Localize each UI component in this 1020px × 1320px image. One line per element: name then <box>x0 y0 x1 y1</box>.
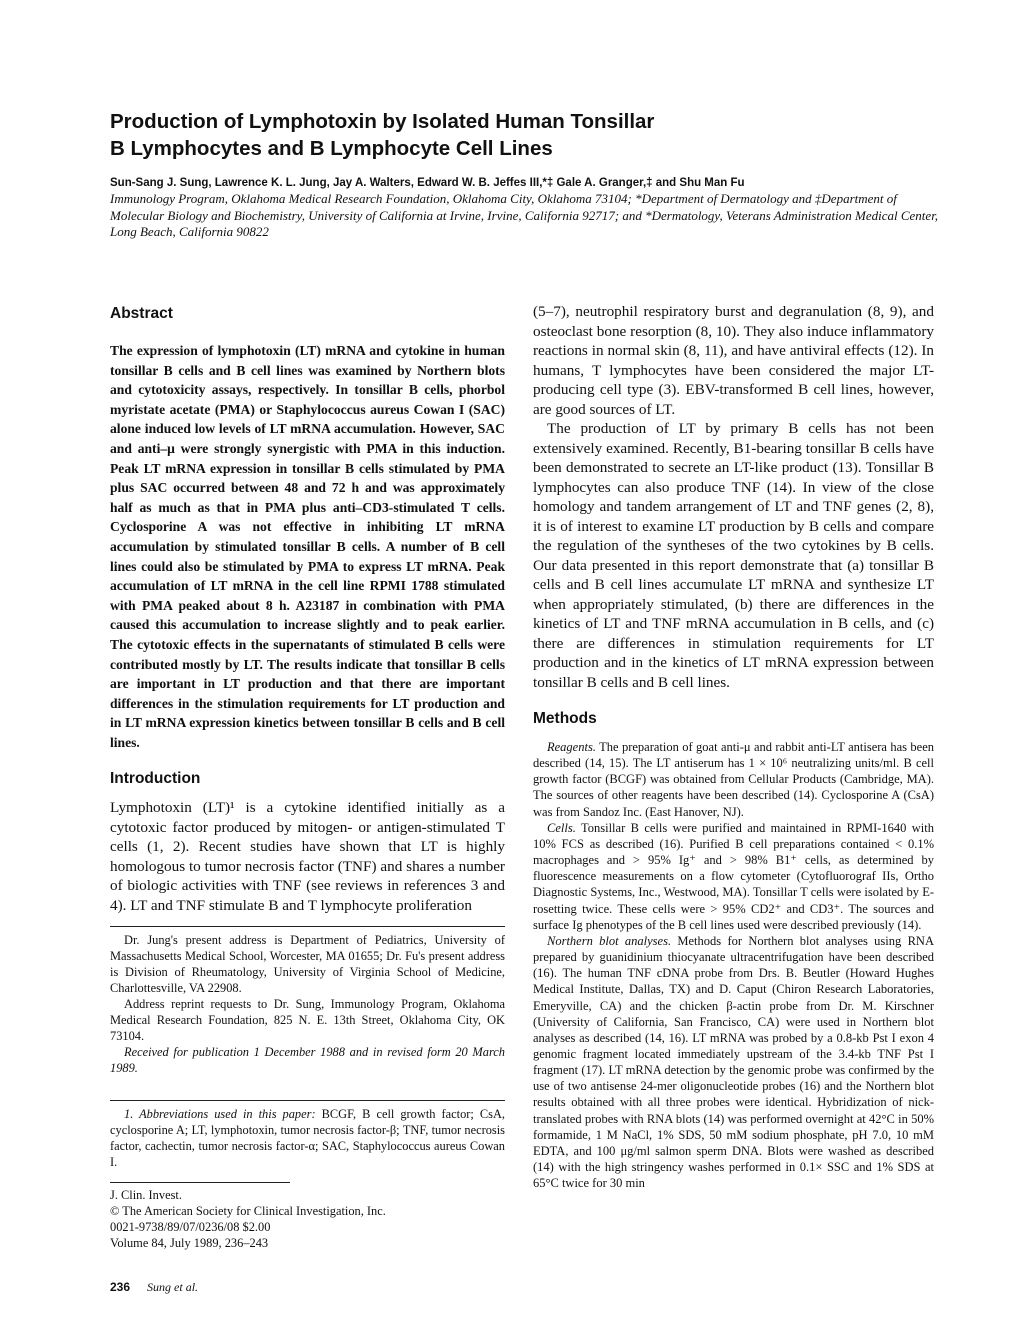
title-line-1: Production of Lymphotoxin by Isolated Human Tonsillar <box>110 110 655 133</box>
reprint-address-note: Address reprint requests to Dr. Sung, Immunology Program, Oklahoma Medical Research Foundation, 825 N. E. 13th Street, Oklahoma City, OK 73104. <box>110 997 505 1043</box>
journal-info-divider <box>110 1182 290 1183</box>
abbreviations-label: 1. Abbreviations used in this paper: <box>124 1107 316 1121</box>
article-code: 0021-9738/89/07/0236/08 $2.00 <box>110 1220 271 1234</box>
copyright-line: © The American Society for Clinical Investigation, Inc. <box>110 1204 386 1218</box>
page-footer <box>110 1279 198 1295</box>
methods-heading: Methods <box>533 710 597 727</box>
journal-name: J. Clin. Invest. <box>110 1188 182 1202</box>
cells-label: Cells. <box>547 820 576 835</box>
abstract-text: The expression of lymphotoxin (LT) mRNA and cytokine in human tonsillar B cells and B cell lines was examined by Northern blots and cytotoxicity assays, respectively. In tonsillar B cells, phorbol myristate acetate (PMA) or Staphylococcus aureus Cowan I (SAC) alone induced low levels of LT mRNA accumulation. However, SAC and anti–μ were strongly synergistic with PMA in this induction. Peak LT mRNA expression in tonsillar B cells stimulated by PMA plus SAC occurred between 48 and 72 h and was approximately half as much as that in PMA plus anti–CD3-stimulated T cells. Cyclosporine A was not effective in inhibiting LT mRNA accumulation by stimulated tonsillar B cells. A number of B cell lines could also be stimulated by PMA to express LT mRNA. Peak accumulation of LT mRNA in the cell line RPMI 1788 stimulated with PMA peaked about 8 h. A23187 in combination with PMA caused this accumulation to increase slightly and to peak earlier. The cytotoxic effects in the supernatants of stimulated B cells were contributed mostly by LT. The results indicate that tonsillar B cells are important in LT production and that there are important differences in the stimulation requirements for LT production and in LT mRNA expression kinetics between tonsillar B cells and B cell lines. <box>110 343 505 750</box>
reagents-text: The preparation of goat anti-μ and rabbit anti-LT antisera has been described (14, 15). The LT antiserum has 1 × 10⁶ neutralizing units/ml. B cell growth factor (BCGF) was obtained from Cellular Products (Cambridge, MA). The sources of other reagents have been described (14). Cyclosporine A (CsA) was from Sandoz Inc. (East Hanover, NJ). <box>533 740 934 819</box>
abbreviations-divider <box>110 1100 505 1101</box>
methods-text <box>533 739 934 1191</box>
abbreviations-note <box>110 1106 505 1170</box>
running-head: Sung et al. <box>147 1280 199 1294</box>
title-line-2: B Lymphocytes and B Lymphocyte Cell Lines <box>110 137 553 160</box>
intro-paragraph-1: (5–7), neutrophil respiratory burst and degranulation (8, 9), and osteoclast bone resorption (8, 10). They also induce inflammatory reactions in normal skin (8, 11), and have antiviral effects (12). In humans, T lymphocytes have been considered the major LT-producing cell type (3). EBV-transformed B cell lines, however, are good sources of LT. <box>533 303 934 418</box>
northern-label: Northern blot analyses. <box>547 933 672 948</box>
volume-line: Volume 84, July 1989, 236–243 <box>110 1236 269 1250</box>
author-list: Sun-Sang J. Sung, Lawrence K. L. Jung, Jay A. Walters, Edward W. B. Jeffes III,*‡ Gale A. Granger,‡ and Shu Man Fu <box>110 177 745 189</box>
journal-info <box>110 1187 510 1251</box>
cells-text: Tonsillar B cells were purified and maintained in RPMI-1640 with 10% FCS as described (16). Purified B cell preparations contained < 0.1% macrophages and > 95% Ig⁺ and > 98% B1⁺ cells, as determined by fluorescence measurements on a flow cytometer (Cytofluorograf IIs, Ortho Diagnostic Systems, Inc., Westwood, MA). Tonsillar T cells were isolated by E-rosetting twice. These cells were > 95% CD2⁺ and CD3⁺. The sources and surface Ig phenotypes of the B cell lines used were described previously (14). <box>533 820 934 932</box>
article-title <box>110 108 930 162</box>
abbreviations-text: BCGF, B cell growth factor; CsA, cyclosporine A; LT, lymphotoxin, tumor necrosis factor-β; TNF, tumor necrosis factor, cachectin, tumor necrosis factor-α; SAC, Staphylococcus aureus Cowan I. <box>110 1107 505 1169</box>
present-address-note: Dr. Jung's present address is Department of Pediatrics, University of Massachusetts Medical School, Worcester, MA 01655; Dr. Fu's present address is Division of Rheumatology, University of Virginia School of Medicine, Charlottesville, VA 22908. <box>110 933 505 995</box>
abstract-heading: Abstract <box>110 305 173 322</box>
introduction-text: Lymphotoxin (LT)¹ is a cytokine identified initially as a cytotoxic factor produced by mitogen- or antigen-stimulated T cells (1, 2). Recent studies have shown that LT is highly homologous to tumor necrosis factor (TNF) and shares a number of biologic activities with TNF (see reviews in references 3 and 4). LT and TNF stimulate B and T lymphocyte proliferation <box>110 799 505 914</box>
received-note: Received for publication 1 December 1988 and in revised form 20 March 1989. <box>110 1045 505 1075</box>
introduction-continued <box>533 302 934 692</box>
northern-text: Methods for Northern blot analyses using RNA prepared by guanidinium thiocyanate ultracentrifugation have been described (16). The human TNF cDNA probe from Drs. B. Beutler (Howard Hughes Medical Institute, Dallas, TX) and D. Caput (Chiron Research Laboratories, Emeryville, CA) and the chicken β-actin probe from Dr. M. Kirschner (University of California, San Francisco, CA) were used in Northern blot analyses as described (14, 16). LT mRNA was probed by a 0.8-kb Pst I exon 4 genomic fragment located immediately upstream of the 3.4-kb TNF Pst I fragment (17). LT mRNA detection by the genomic probe was confirmed by the use of two antisense 24-mer oligonucleotide probes (16) and the Northern blot results obtained with all three probes were identical. Hybridization of nick-translated probes with RNA blots (14) was performed overnight at 42°C in 50% formamide, 1 M NaCl, 1% SDS, 50 mM sodium phosphate, pH 7.0, 10 mM EDTA, and 100 μg/ml salmon sperm DNA. Blots were washed as described (14) with the high stringency washes performed in 0.1× SSC and 1% SDS at 65°C twice for 30 min <box>533 933 934 1191</box>
intro-paragraph-2: The production of LT by primary B cells has not been extensively examined. Recently, B1-bearing tonsillar B cells have been demonstrated to secrete an LT-like product (13). Tonsillar B lymphocytes can also produce TNF (14). In view of the close homology and tandem arrangement of LT and TNF genes (2, 8), it is of interest to examine LT production by B cells and compare the regulation of the syntheses of the two cytokines by B cells. Our data presented in this report demonstrate that (a) tonsillar B cells and B cell lines accumulate LT mRNA and synthesize LT when appropriately stimulated, (b) there are differences in the kinetics of LT and TNF mRNA accumulation in B cells, and (c) there are differences in stimulation requirements for LT production and in the kinetics of LT mRNA expression between tonsillar B cells and B cell lines. <box>533 420 934 691</box>
reagents-label: Reagents. <box>547 740 596 754</box>
author-notes <box>110 932 505 1076</box>
page-number: 236 <box>110 1280 131 1294</box>
introduction-heading: Introduction <box>110 770 201 787</box>
affiliations: Immunology Program, Oklahoma Medical Research Foundation, Oklahoma City, Oklahoma 73104; *Department of Dermatology and ‡Department of Molecular Biology and Biochemistry, University of California at Irvine, Irvine, California 92717; and *Dermatology, Veterans Administration Medical Center, Long Beach, California 90822 <box>110 191 939 239</box>
footnote-divider <box>110 926 505 927</box>
